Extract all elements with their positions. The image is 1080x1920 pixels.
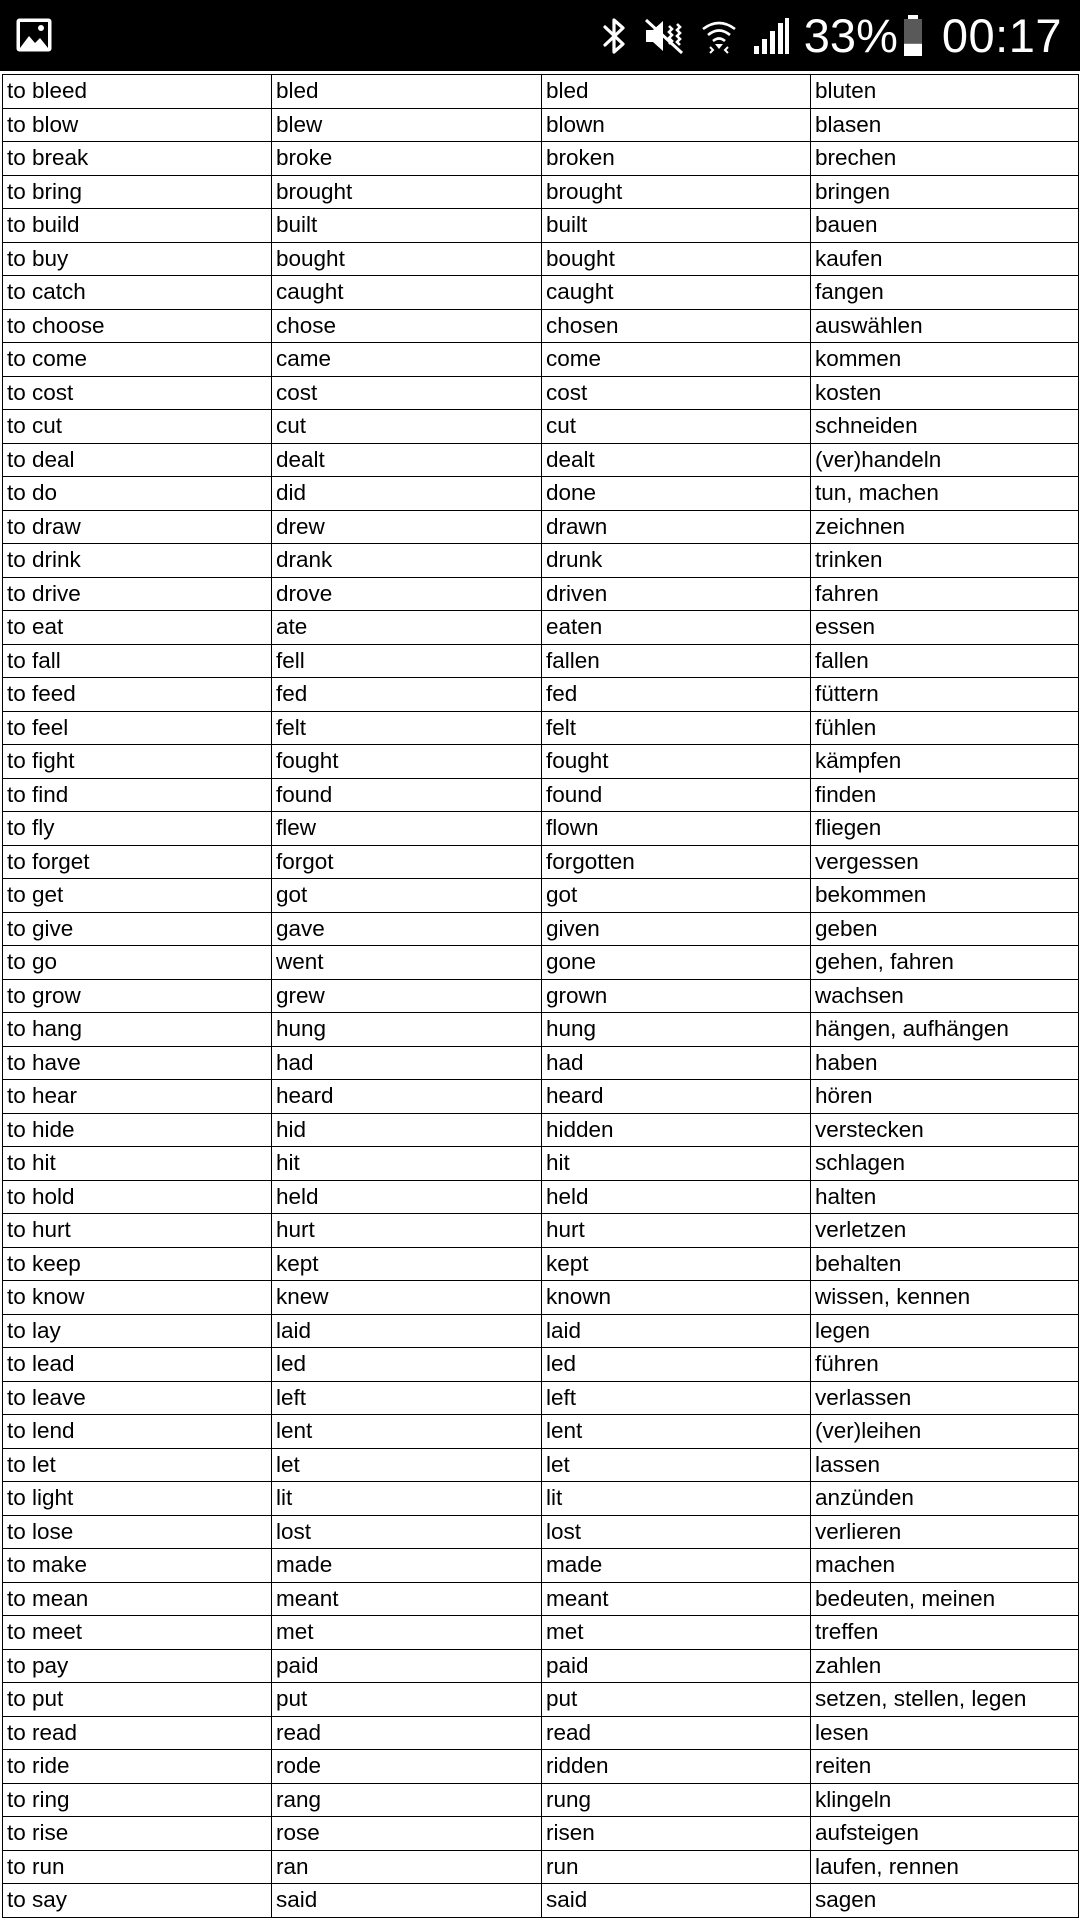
german-translation-cell: brechen [811,142,1079,176]
table-row [3,1046,1079,1080]
table-row [3,75,1079,109]
german-translation-cell: verlieren [811,1515,1079,1549]
past-participle-cell: come [542,343,811,377]
table-row [3,1147,1079,1181]
german-translation-cell: kosten [811,376,1079,410]
past-simple-cell: caught [272,276,542,310]
past-simple-cell: gave [272,912,542,946]
past-simple-cell: lost [272,1515,542,1549]
infinitive-cell: to let [3,1448,272,1482]
german-translation-cell: fallen [811,644,1079,678]
past-participle-cell: fought [542,745,811,779]
past-simple-cell: read [272,1716,542,1750]
german-translation-cell: geben [811,912,1079,946]
infinitive-cell: to cut [3,410,272,444]
german-translation-cell: bekommen [811,879,1079,913]
past-simple-cell: had [272,1046,542,1080]
past-simple-cell: laid [272,1314,542,1348]
german-translation-cell: laufen, rennen [811,1850,1079,1884]
past-participle-cell: paid [542,1649,811,1683]
infinitive-cell: to buy [3,242,272,276]
table-row [3,410,1079,444]
german-translation-cell: (ver)leihen [811,1415,1079,1449]
german-translation-cell: fühlen [811,711,1079,745]
german-translation-cell: verstecken [811,1113,1079,1147]
table-row [3,242,1079,276]
past-participle-cell: found [542,778,811,812]
past-participle-cell: hidden [542,1113,811,1147]
past-simple-cell: led [272,1348,542,1382]
past-participle-cell: hurt [542,1214,811,1248]
infinitive-cell: to meet [3,1616,272,1650]
past-participle-cell: left [542,1381,811,1415]
past-participle-cell: broken [542,142,811,176]
german-translation-cell: wissen, kennen [811,1281,1079,1315]
past-simple-cell: kept [272,1247,542,1281]
past-simple-cell: bled [272,75,542,109]
german-translation-cell: bringen [811,175,1079,209]
past-simple-cell: lit [272,1482,542,1516]
table-row [3,912,1079,946]
infinitive-cell: to eat [3,611,272,645]
infinitive-cell: to keep [3,1247,272,1281]
german-translation-cell: legen [811,1314,1079,1348]
table-row [3,1180,1079,1214]
past-participle-cell: heard [542,1080,811,1114]
table-row [3,1314,1079,1348]
past-simple-cell: went [272,946,542,980]
wifi-icon [700,15,738,57]
past-simple-cell: let [272,1448,542,1482]
table-row [3,845,1079,879]
infinitive-cell: to give [3,912,272,946]
infinitive-cell: to read [3,1716,272,1750]
table-row [3,1281,1079,1315]
table-row [3,376,1079,410]
german-translation-cell: verletzen [811,1214,1079,1248]
past-simple-cell: put [272,1683,542,1717]
past-simple-cell: meant [272,1582,542,1616]
past-simple-cell: paid [272,1649,542,1683]
infinitive-cell: to say [3,1884,272,1918]
german-translation-cell: kommen [811,343,1079,377]
table-row [3,142,1079,176]
table-row [3,343,1079,377]
past-simple-cell: bought [272,242,542,276]
table-row [3,1515,1079,1549]
table-body [3,75,1079,1918]
past-simple-cell: chose [272,309,542,343]
past-simple-cell: cost [272,376,542,410]
german-translation-cell: auswählen [811,309,1079,343]
german-translation-cell: machen [811,1549,1079,1583]
past-participle-cell: lit [542,1482,811,1516]
past-participle-cell: flown [542,812,811,846]
german-translation-cell: tun, machen [811,477,1079,511]
past-simple-cell: drank [272,544,542,578]
table-row [3,644,1079,678]
past-simple-cell: drove [272,577,542,611]
past-participle-cell: kept [542,1247,811,1281]
past-participle-cell: chosen [542,309,811,343]
past-participle-cell: done [542,477,811,511]
infinitive-cell: to run [3,1850,272,1884]
past-simple-cell: did [272,477,542,511]
past-participle-cell: built [542,209,811,243]
past-simple-cell: lent [272,1415,542,1449]
past-participle-cell: meant [542,1582,811,1616]
infinitive-cell: to bleed [3,75,272,109]
german-translation-cell: anzünden [811,1482,1079,1516]
infinitive-cell: to find [3,778,272,812]
table-row [3,812,1079,846]
table-row [3,778,1079,812]
table-row [3,1214,1079,1248]
table-row [3,477,1079,511]
past-simple-cell: rode [272,1750,542,1784]
past-participle-cell: got [542,879,811,913]
infinitive-cell: to draw [3,510,272,544]
past-simple-cell: came [272,343,542,377]
german-translation-cell: klingeln [811,1783,1079,1817]
past-simple-cell: felt [272,711,542,745]
german-translation-cell: lesen [811,1716,1079,1750]
german-translation-cell: schneiden [811,410,1079,444]
past-participle-cell: drunk [542,544,811,578]
past-participle-cell: gone [542,946,811,980]
past-participle-cell: cost [542,376,811,410]
past-simple-cell: drew [272,510,542,544]
german-translation-cell: bedeuten, meinen [811,1582,1079,1616]
infinitive-cell: to hold [3,1180,272,1214]
past-participle-cell: made [542,1549,811,1583]
past-participle-cell: fed [542,678,811,712]
past-participle-cell: lent [542,1415,811,1449]
infinitive-cell: to ring [3,1783,272,1817]
past-simple-cell: found [272,778,542,812]
german-translation-cell: setzen, stellen, legen [811,1683,1079,1717]
infinitive-cell: to catch [3,276,272,310]
past-simple-cell: rose [272,1817,542,1851]
german-translation-cell: verlassen [811,1381,1079,1415]
german-translation-cell: behalten [811,1247,1079,1281]
past-participle-cell: felt [542,711,811,745]
past-participle-cell: met [542,1616,811,1650]
table-row [3,1549,1079,1583]
past-simple-cell: made [272,1549,542,1583]
gallery-icon[interactable] [15,17,53,53]
past-simple-cell: hurt [272,1214,542,1248]
past-participle-cell: eaten [542,611,811,645]
infinitive-cell: to get [3,879,272,913]
german-translation-cell: reiten [811,1750,1079,1784]
status-bar [0,0,1080,71]
table-row [3,544,1079,578]
infinitive-cell: to build [3,209,272,243]
german-translation-cell: halten [811,1180,1079,1214]
infinitive-cell: to fight [3,745,272,779]
infinitive-cell: to fly [3,812,272,846]
table-row [3,611,1079,645]
infinitive-cell: to cost [3,376,272,410]
past-simple-cell: said [272,1884,542,1918]
past-simple-cell: hid [272,1113,542,1147]
german-translation-cell: trinken [811,544,1079,578]
infinitive-cell: to blow [3,108,272,142]
table-row [3,979,1079,1013]
infinitive-cell: to lose [3,1515,272,1549]
infinitive-cell: to feed [3,678,272,712]
past-simple-cell: fought [272,745,542,779]
table-row [3,309,1079,343]
table-row [3,745,1079,779]
past-simple-cell: blew [272,108,542,142]
table-row [3,209,1079,243]
past-participle-cell: had [542,1046,811,1080]
past-simple-cell: flew [272,812,542,846]
german-translation-cell: vergessen [811,845,1079,879]
infinitive-cell: to choose [3,309,272,343]
infinitive-cell: to lend [3,1415,272,1449]
past-simple-cell: ate [272,611,542,645]
german-translation-cell: fangen [811,276,1079,310]
german-translation-cell: haben [811,1046,1079,1080]
past-participle-cell: forgotten [542,845,811,879]
irregular-verbs-table [2,74,1079,1918]
past-participle-cell: blown [542,108,811,142]
infinitive-cell: to lay [3,1314,272,1348]
infinitive-cell: to light [3,1482,272,1516]
infinitive-cell: to come [3,343,272,377]
infinitive-cell: to drive [3,577,272,611]
past-participle-cell: hit [542,1147,811,1181]
past-participle-cell: fallen [542,644,811,678]
german-translation-cell: lassen [811,1448,1079,1482]
german-translation-cell: treffen [811,1616,1079,1650]
past-participle-cell: run [542,1850,811,1884]
past-simple-cell: fed [272,678,542,712]
table-row [3,1616,1079,1650]
table-row [3,1013,1079,1047]
past-simple-cell: hit [272,1147,542,1181]
german-translation-cell: blasen [811,108,1079,142]
german-translation-cell: aufsteigen [811,1817,1079,1851]
infinitive-cell: to grow [3,979,272,1013]
past-participle-cell: given [542,912,811,946]
bluetooth-icon [602,15,628,57]
past-simple-cell: grew [272,979,542,1013]
german-translation-cell: gehen, fahren [811,946,1079,980]
battery-icon [902,14,924,58]
infinitive-cell: to break [3,142,272,176]
german-translation-cell: hängen, aufhängen [811,1013,1079,1047]
past-participle-cell: read [542,1716,811,1750]
past-simple-cell: met [272,1616,542,1650]
past-participle-cell: lost [542,1515,811,1549]
past-simple-cell: ran [272,1850,542,1884]
table-row [3,276,1079,310]
table-row [3,1348,1079,1382]
past-participle-cell: ridden [542,1750,811,1784]
table-row [3,175,1079,209]
past-participle-cell: bought [542,242,811,276]
table-row [3,678,1079,712]
german-translation-cell: essen [811,611,1079,645]
past-participle-cell: cut [542,410,811,444]
table-row [3,1649,1079,1683]
past-simple-cell: left [272,1381,542,1415]
german-translation-cell: zeichnen [811,510,1079,544]
past-simple-cell: built [272,209,542,243]
past-simple-cell: brought [272,175,542,209]
table-row [3,879,1079,913]
infinitive-cell: to hide [3,1113,272,1147]
infinitive-cell: to feel [3,711,272,745]
past-simple-cell: held [272,1180,542,1214]
german-translation-cell: fahren [811,577,1079,611]
infinitive-cell: to go [3,946,272,980]
infinitive-cell: to hear [3,1080,272,1114]
past-participle-cell: bled [542,75,811,109]
past-simple-cell: dealt [272,443,542,477]
past-participle-cell: said [542,1884,811,1918]
past-participle-cell: drawn [542,510,811,544]
infinitive-cell: to hurt [3,1214,272,1248]
table-row [3,1850,1079,1884]
past-simple-cell: forgot [272,845,542,879]
german-translation-cell: wachsen [811,979,1079,1013]
past-participle-cell: led [542,1348,811,1382]
infinitive-cell: to ride [3,1750,272,1784]
table-row [3,1482,1079,1516]
past-participle-cell: rung [542,1783,811,1817]
past-simple-cell: cut [272,410,542,444]
table-row [3,1415,1079,1449]
table-row [3,1884,1079,1918]
table-row [3,1683,1079,1717]
german-translation-cell: (ver)handeln [811,443,1079,477]
past-participle-cell: grown [542,979,811,1013]
infinitive-cell: to make [3,1549,272,1583]
german-translation-cell: schlagen [811,1147,1079,1181]
past-participle-cell: dealt [542,443,811,477]
german-translation-cell: zahlen [811,1649,1079,1683]
german-translation-cell: bluten [811,75,1079,109]
past-participle-cell: let [542,1448,811,1482]
infinitive-cell: to forget [3,845,272,879]
german-translation-cell: kaufen [811,242,1079,276]
past-participle-cell: held [542,1180,811,1214]
table-row [3,946,1079,980]
past-simple-cell: rang [272,1783,542,1817]
table-row [3,1716,1079,1750]
german-translation-cell: sagen [811,1884,1079,1918]
past-participle-cell: brought [542,175,811,209]
infinitive-cell: to fall [3,644,272,678]
clock: 00:17 [941,9,1062,62]
table-row [3,1381,1079,1415]
table-row [3,577,1079,611]
signal-icon [752,16,790,56]
infinitive-cell: to hit [3,1147,272,1181]
german-translation-cell: kämpfen [811,745,1079,779]
past-simple-cell: broke [272,142,542,176]
infinitive-cell: to lead [3,1348,272,1382]
table-row [3,1113,1079,1147]
infinitive-cell: to pay [3,1649,272,1683]
infinitive-cell: to mean [3,1582,272,1616]
infinitive-cell: to put [3,1683,272,1717]
table-row [3,1080,1079,1114]
past-participle-cell: hung [542,1013,811,1047]
past-participle-cell: caught [542,276,811,310]
infinitive-cell: to hang [3,1013,272,1047]
table-row [3,108,1079,142]
past-participle-cell: driven [542,577,811,611]
german-translation-cell: hören [811,1080,1079,1114]
past-participle-cell: risen [542,1817,811,1851]
table-row [3,443,1079,477]
german-translation-cell: finden [811,778,1079,812]
mute-vibrate-icon [642,15,686,57]
past-simple-cell: heard [272,1080,542,1114]
past-participle-cell: known [542,1281,811,1315]
past-simple-cell: hung [272,1013,542,1047]
german-translation-cell: bauen [811,209,1079,243]
infinitive-cell: to drink [3,544,272,578]
table-row [3,1817,1079,1851]
table-row [3,1448,1079,1482]
infinitive-cell: to bring [3,175,272,209]
status-right-group [602,0,1062,71]
table-row [3,1783,1079,1817]
past-participle-cell: laid [542,1314,811,1348]
german-translation-cell: füttern [811,678,1079,712]
table-row [3,1750,1079,1784]
past-participle-cell: put [542,1683,811,1717]
german-translation-cell: führen [811,1348,1079,1382]
infinitive-cell: to rise [3,1817,272,1851]
infinitive-cell: to have [3,1046,272,1080]
battery-percentage: 33% [803,9,898,62]
table-row [3,711,1079,745]
german-translation-cell: fliegen [811,812,1079,846]
table-row [3,1582,1079,1616]
infinitive-cell: to deal [3,443,272,477]
table-row [3,1247,1079,1281]
infinitive-cell: to know [3,1281,272,1315]
past-simple-cell: knew [272,1281,542,1315]
past-simple-cell: got [272,879,542,913]
past-simple-cell: fell [272,644,542,678]
infinitive-cell: to do [3,477,272,511]
table-row [3,510,1079,544]
infinitive-cell: to leave [3,1381,272,1415]
